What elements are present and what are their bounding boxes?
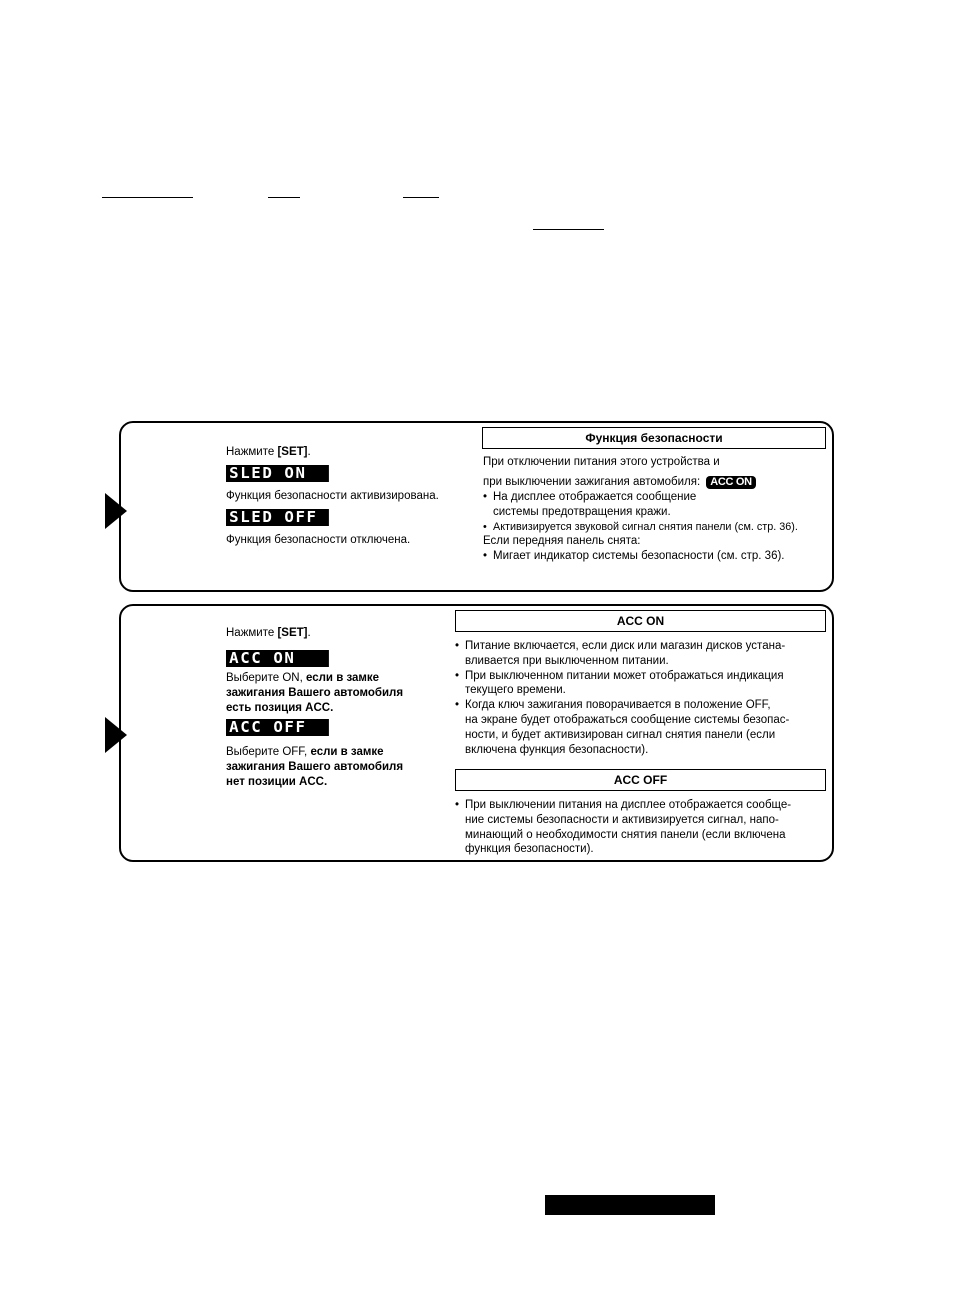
list-item (455, 669, 789, 699)
list-item-line: ние системы безопасности и активизируется сигнал, напо- (465, 813, 779, 826)
acc-mode-panel (119, 604, 834, 862)
list-item-line: минающий о необходимости снятия панели (если включена (465, 828, 786, 841)
panel-removed-list (483, 549, 785, 564)
security-info-list (483, 490, 798, 534)
list-item-line: на экране будет отображаться сообщение системы безопас- (465, 713, 790, 726)
list-item (455, 698, 789, 757)
step-arrow-icon (105, 493, 127, 529)
lcd-acc-off: ACC OFF (226, 719, 329, 736)
lcd-sled-on: SLED ON (226, 465, 329, 482)
list-item-line: включена функция безопасности). (465, 743, 649, 756)
list-item-line: При выключенном питании может отображаться индикация (465, 669, 784, 682)
press-set-instruction: Нажмите [SET]. (226, 446, 311, 458)
list-item-line: При выключении питания на дисплее отображается сообще- (465, 799, 792, 811)
page-footer-bar (545, 1195, 715, 1215)
list-item: • Мигает индикатор системы безопасности (см. стр. 36). (483, 549, 785, 564)
list-item-line: текущего времени. (465, 684, 566, 697)
acc-on-header: ACC ON (455, 610, 826, 632)
list-item (455, 639, 789, 669)
list-item-line: вливается при выключенном питании. (465, 654, 669, 667)
list-item-line: Когда ключ зажигания поворачивается в положение OFF, (465, 699, 771, 712)
step-arrow-icon (105, 717, 127, 753)
sled-off-description: Функция безопасности отключена. (226, 534, 411, 546)
security-info-line1: При отключении питания этого устройства и (483, 456, 720, 468)
sled-on-description: Функция безопасности активизирована. (226, 490, 439, 502)
underline-rule-2 (268, 197, 300, 198)
lcd-sled-off: SLED OFF (226, 509, 329, 526)
panel-removed-line: Если передняя панель снята: (483, 535, 641, 547)
acc-on-badge: ACC ON (706, 476, 756, 489)
acc-off-list (455, 798, 791, 857)
list-item-line: Питание включается, если диск или магазин дисков устана- (465, 640, 786, 652)
underline-rule-3 (403, 197, 439, 198)
security-panel (119, 421, 834, 592)
press-set-instruction: Нажмите [SET]. (226, 627, 311, 639)
lcd-acc-on: ACC ON (226, 650, 329, 667)
acc-on-list (455, 639, 789, 757)
security-info-line2: при выключении зажигания автомобиля: ACC ON (483, 475, 756, 490)
list-item: • На дисплее отображается сообщение системы предотвращения кражи. (483, 490, 798, 520)
acc-off-description: Выберите OFF, если в замке зажигания Вашего автомобиля нет позиции ACC. (226, 746, 404, 788)
list-item (455, 798, 791, 857)
acc-off-header: ACC OFF (455, 769, 826, 791)
underline-rule-1 (102, 197, 193, 198)
underline-rule-4 (533, 229, 604, 230)
list-item-line: функция безопасности). (465, 843, 594, 856)
security-function-header: Функция безопасности (482, 427, 826, 449)
acc-on-description: Выберите ON, если в замке зажигания Вашего автомобиля есть позиция ACC. (226, 672, 404, 714)
list-item: • Активизируется звуковой сигнал снятия панели (см. стр. 36). (483, 520, 798, 535)
list-item-line: ности, и будет активизирован сигнал снятия панели (если (465, 728, 776, 741)
